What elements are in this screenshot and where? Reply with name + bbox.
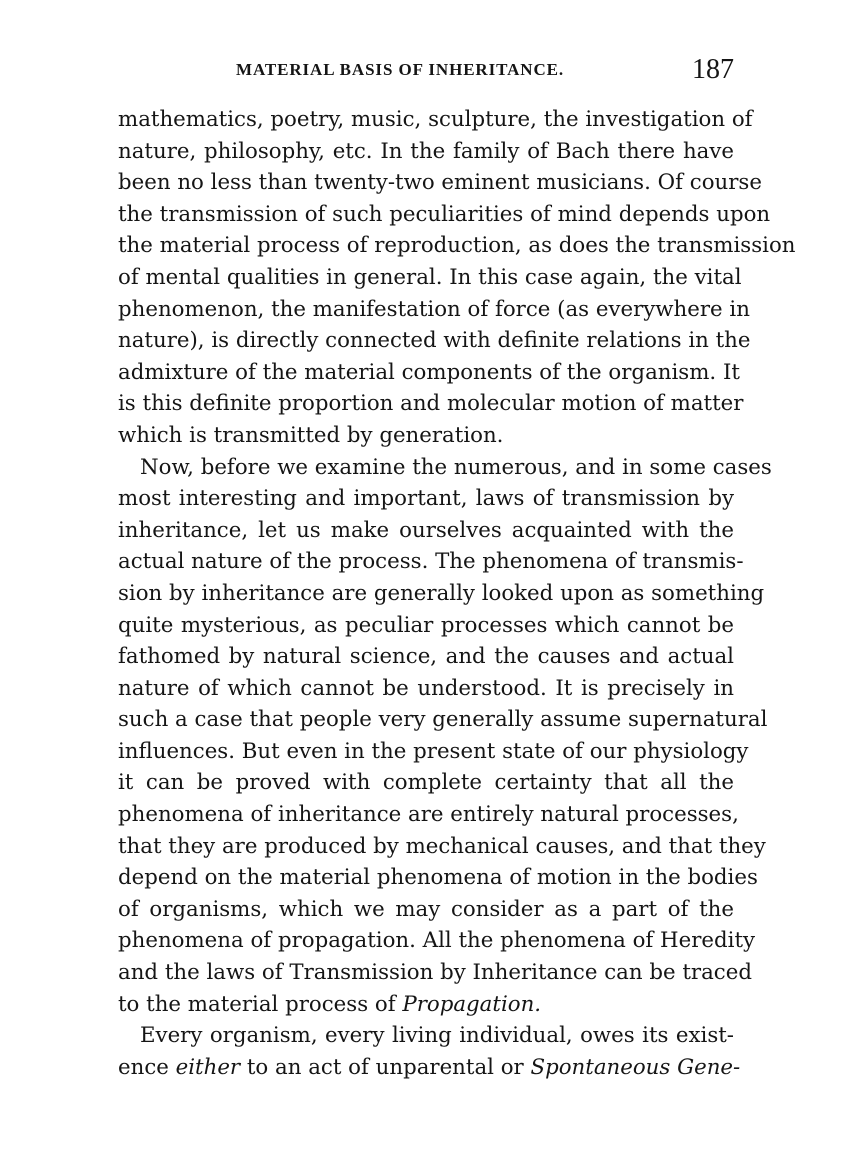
text-line: mathematics, poetry, music, sculpture, the investigation of [118, 107, 753, 132]
text-line: most interesting and important, laws of transmission by [118, 486, 734, 512]
text-line [118, 1052, 741, 1084]
text-line: phenomena of propagation. All the phenomena of Heredity [118, 928, 756, 954]
text-line: admixture of the material components of the organism. It [118, 359, 740, 385]
text-line [118, 989, 734, 1021]
text-line: which is transmitted by generation. [118, 422, 504, 448]
text-line: that they are produced by mechanical causes, and that they [118, 833, 766, 859]
emphasis-text: Propagation. [402, 991, 542, 1017]
text-line: quite mysterious, as peculiar processes which cannot be [118, 612, 734, 638]
text-line: the material process of reproduction, as does the transmission [118, 233, 796, 259]
text-line: it can be proved with complete certainty that all the [118, 770, 734, 796]
paragraph-2 [118, 452, 772, 1021]
paragraph-1 [118, 104, 796, 452]
text-line: Now, before we examine the numerous, and in some cases [140, 454, 772, 480]
text-line: is this definite proportion and molecular motion of matter [118, 391, 744, 417]
emphasis-text: Spontaneous Gene- [530, 1054, 741, 1080]
emphasis-text: either [175, 1054, 241, 1080]
paragraph-3 [118, 1020, 741, 1083]
running-title: MATERIAL BASIS OF INHERITANCE. [236, 60, 565, 79]
text-line: nature), is directly connected with definite relations in the [118, 328, 751, 354]
body-text [118, 104, 796, 1083]
text-line: and the laws of Transmission by Inheritance can be traced [118, 960, 752, 986]
text-run: to an act of unparental or [240, 1054, 531, 1080]
text-line: such a case that people very generally assume supernatural [118, 707, 768, 733]
text-line: inheritance, let us make ourselves acquainted with the [118, 517, 734, 543]
text-line: influences. But even in the present state of our physiology [118, 738, 749, 764]
text-line: of mental qualities in general. In this case again, the vital [118, 264, 742, 290]
running-head [118, 56, 734, 88]
text-run: to the material process of [118, 991, 403, 1017]
text-run: ence [118, 1054, 176, 1080]
text-line: the transmission of such peculiarities of mind depends upon [118, 201, 771, 227]
text-line: nature of which cannot be understood. It is precisely in [118, 675, 734, 701]
text-line: phenomena of inheritance are entirely natural processes, [118, 802, 739, 828]
text-line: been no less than twenty-two eminent musicians. Of course [118, 170, 762, 196]
text-line: phenomenon, the manifestation of force (as everywhere in [118, 296, 750, 322]
text-line: sion by inheritance are generally looked upon as something [118, 580, 765, 606]
text-line: Every organism, every living individual, owes its exist- [140, 1023, 734, 1049]
text-line: of organisms, which we may consider as a part of the [118, 896, 734, 922]
text-line: nature, philosophy, etc. In the family of Bach there have [118, 138, 734, 164]
text-line: actual nature of the process. The phenomena of transmis- [118, 549, 744, 575]
page-number: 187 [692, 54, 734, 85]
text-line: depend on the material phenomena of motion in the bodies [118, 865, 758, 891]
text-line: fathomed by natural science, and the causes and actual [118, 644, 734, 670]
